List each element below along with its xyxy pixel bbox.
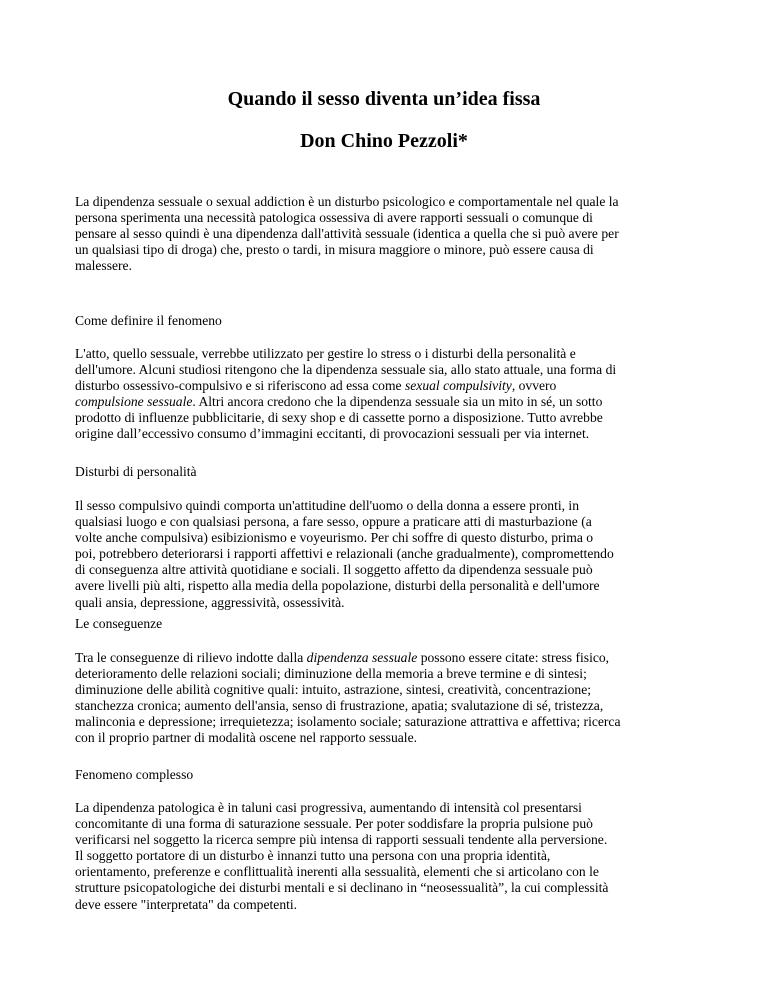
paragraph bbox=[75, 800, 700, 913]
text-segment: poi, potrebbero deteriorarsi i rapporti affettivi e relazionali (anche gradualmente), compromettendo bbox=[75, 546, 614, 562]
text-segment: un qualsiasi tipo di droga) che, presto o tardi, in misura maggiore o minore, può essere causa di bbox=[75, 242, 594, 258]
italic-term: dipendenza sessuale bbox=[306, 650, 418, 665]
italic-term: sexual compulsivity bbox=[404, 378, 512, 394]
text-line bbox=[75, 562, 700, 578]
text-segment: , ovvero bbox=[511, 378, 557, 394]
text-segment: dell'umore. Alcuni studiosi ritengono che la dipendenza sessuale sia, allo stato attuale, una forma di bbox=[75, 362, 617, 378]
text-line bbox=[75, 410, 700, 426]
text-line bbox=[75, 595, 700, 611]
text-line bbox=[75, 848, 700, 864]
paragraph bbox=[75, 194, 700, 274]
text-line bbox=[75, 426, 700, 442]
text-line bbox=[75, 498, 700, 514]
text-segment: Il soggetto portatore di un disturbo è innanzi tutto una persona con una propria identità, bbox=[75, 848, 551, 864]
text-segment: prodotto di influenze pubblicitarie, di sexy shop e di cassette porno a disposizione. Tutto avrebbe bbox=[75, 410, 603, 426]
text-segment: con il proprio partner di modalità oscene nel rapporto sessuale. bbox=[75, 730, 418, 746]
italic-term: compulsione sessuale bbox=[75, 394, 193, 410]
text-line bbox=[75, 730, 700, 746]
text-segment: malinconia e depressione; irrequietezza; isolamento sociale; saturazione attrattiva e affettiva; ricerca bbox=[75, 714, 621, 730]
section-heading: Come definire il fenomeno bbox=[75, 313, 222, 328]
text-segment: persona sperimenta una necessità patologica ossessiva di avere rapporti sessuali o comunque di bbox=[75, 210, 593, 226]
text-segment: avere livelli più alti, rispetto alla media della popolazione, disturbi della personalità e dell'umore bbox=[75, 578, 600, 594]
text-segment: volte anche compulsiva) esibizionismo e voyeurismo. Per chi soffre di questo disturbo, prima o bbox=[75, 530, 594, 546]
text-line bbox=[75, 210, 700, 226]
text-line bbox=[75, 514, 700, 530]
text-segment: Il sesso compulsivo quindi comporta un'attitudine dell'uomo o della donna a essere pronti, in bbox=[75, 498, 579, 513]
text-segment: quali ansia, depressione, aggressività, ossessività. bbox=[75, 594, 345, 610]
text-segment: Tra le conseguenze di rilievo indotte dalla bbox=[75, 650, 307, 665]
text-segment: di conseguenza altre attività quotidiane e sociali. Il soggetto affetto da dipendenza sessuale può bbox=[75, 562, 593, 578]
text-segment: deve essere "interpretata" da competenti. bbox=[75, 896, 298, 912]
text-line bbox=[75, 832, 700, 848]
text-segment: verificarsi nel soggetto la ricerca sempre più intensa di rapporti sessuali tendente alla perversione. bbox=[75, 832, 608, 848]
text-segment: origine dall’eccessivo consumo d’immagini eccitanti, di provocazioni sessuali per via internet. bbox=[75, 426, 590, 442]
text-line bbox=[75, 242, 700, 258]
text-line bbox=[75, 258, 700, 274]
text-segment: La dipendenza patologica è in taluni casi progressiva, aumentando di intensità col presentarsi bbox=[75, 800, 582, 815]
text-line bbox=[75, 897, 700, 913]
text-line bbox=[75, 578, 700, 594]
text-line bbox=[75, 816, 700, 832]
text-line bbox=[75, 394, 700, 410]
text-line bbox=[75, 864, 700, 880]
text-segment: L'atto, quello sessuale, verrebbe utilizzato per gestire lo stress o i disturbi della personalità e bbox=[75, 346, 576, 361]
text-line bbox=[75, 698, 700, 714]
text-line bbox=[75, 530, 700, 546]
text-segment: qualsiasi luogo e con qualsiasi persona, a fare sesso, oppure a praticare atti di masturbazione (a bbox=[75, 514, 592, 530]
text-line bbox=[75, 714, 700, 730]
text-line bbox=[75, 194, 700, 210]
text-line bbox=[75, 666, 700, 682]
text-line bbox=[75, 800, 700, 816]
text-line bbox=[75, 650, 700, 666]
text-segment: La dipendenza sessuale o sexual addiction è un disturbo psicologico e comportamentale nel quale la bbox=[75, 194, 619, 209]
text-line bbox=[75, 682, 700, 698]
section-heading: Fenomeno complesso bbox=[75, 767, 194, 782]
paragraph bbox=[75, 346, 700, 443]
paragraph bbox=[75, 498, 700, 611]
section-heading: Disturbi di personalità bbox=[75, 464, 197, 479]
text-line bbox=[75, 378, 700, 394]
text-segment: disturbo ossessivo-compulsivo e si riferiscono ad essa come bbox=[75, 378, 405, 394]
text-segment: concomitante di una forma di saturazione sessuale. Per poter soddisfare la propria pulsione può bbox=[75, 816, 593, 832]
text-segment: pensare al sesso quindi è una dipendenza dall'attività sessuale (identica a quella che si può avere per bbox=[75, 226, 619, 242]
document-title: Quando il sesso diventa un’idea fissa bbox=[227, 88, 541, 110]
text-segment: possono essere citate: stress fisico, bbox=[417, 650, 610, 665]
text-segment: stanchezza cronica; aumento dell'ansia, senso di frustrazione, apatia; svalutazione di sé, tristezza, bbox=[75, 698, 604, 714]
text-segment: orientamento, preferenze e conflittualità inerenti alla sessualità, elementi che si articolano con le bbox=[75, 864, 599, 880]
document-author: Don Chino Pezzoli* bbox=[300, 130, 468, 152]
text-line bbox=[75, 546, 700, 562]
text-line bbox=[75, 346, 700, 362]
paragraph bbox=[75, 650, 700, 747]
text-line bbox=[75, 880, 700, 896]
text-segment: . Altri ancora credono che la dipendenza sessuale sia un mito in sé, un sotto bbox=[192, 394, 603, 410]
text-line bbox=[75, 226, 700, 242]
text-line bbox=[75, 362, 700, 378]
text-segment: deterioramento delle relazioni sociali; diminuzione della memoria a breve termine e di sintesi; bbox=[75, 666, 587, 682]
text-segment: malessere. bbox=[75, 258, 132, 274]
section-heading: Le conseguenze bbox=[75, 616, 163, 631]
text-segment: diminuzione delle abilità cognitive quali: intuito, astrazione, sintesi, creatività, concentrazione; bbox=[75, 682, 592, 698]
text-segment: strutture psicopatologiche dei disturbi mentali e si declinano in “neosessualità”, la cui complessità bbox=[75, 880, 609, 896]
